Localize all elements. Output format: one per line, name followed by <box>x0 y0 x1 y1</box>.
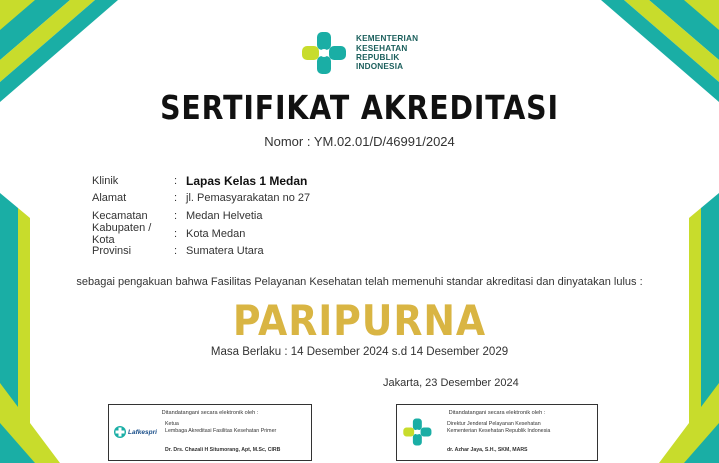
signature-role-line-2: Kementerian Kesehatan Republik Indonesia <box>447 427 551 434</box>
signature-box-kemenkes <box>396 404 598 461</box>
validity-period: Masa Berlaku : 14 Desember 2024 s.d 14 Desember 2029 <box>210 346 509 358</box>
facility-details <box>92 172 310 260</box>
detail-colon: : <box>174 245 178 258</box>
detail-label: Alamat <box>92 192 127 205</box>
detail-colon: : <box>174 227 178 240</box>
detail-value: Sumatera Utara <box>186 245 264 258</box>
certificate-title: SERTIFIKAT AKREDITASI <box>160 88 559 127</box>
ministry-line-2: KESEHATAN <box>356 43 408 53</box>
ministry-logo <box>300 30 418 76</box>
detail-value: Kota Medan <box>186 227 246 240</box>
detail-label: Provinsi <box>92 245 132 258</box>
accreditation-statement: sebagai pengakuan bahwa Fasilitas Pelayanan Kesehatan telah memenuhi standar akreditasi dan dinyatakan lulus : <box>76 276 643 288</box>
detail-label: Klinik <box>92 174 119 187</box>
kemenkes-small-logo-icon <box>402 417 434 447</box>
signatory-name: dr. Azhar Jaya, S.H., SKM, MARS <box>447 447 528 453</box>
detail-row-klinik <box>92 172 310 190</box>
detail-label: Kabupaten / Kota <box>92 221 152 246</box>
detail-colon: : <box>174 174 178 187</box>
signature-role-line-1: Direktur Jenderal Pelayanan Kesehatan <box>447 421 541 427</box>
lafkespri-logo <box>113 425 157 439</box>
detail-colon: : <box>174 192 178 205</box>
signature-role-line-1: Ketua <box>165 421 179 427</box>
place-date: Jakarta, 23 Desember 2024 <box>383 377 519 389</box>
detail-value: jl. Pemasyarakatan no 27 <box>186 192 311 205</box>
accreditation-status: PARIPURNA <box>232 296 487 345</box>
signature-box-lafkespri <box>108 404 312 461</box>
detail-colon: : <box>174 209 178 222</box>
detail-row-kabupaten <box>92 221 310 246</box>
lafkespri-logo-icon <box>113 425 127 439</box>
signature-heading: Ditandatangani secara elektronik oleh : <box>448 410 546 416</box>
ministry-line-1: KEMENTERIAN <box>356 34 419 44</box>
detail-value: Medan Helvetia <box>186 209 263 222</box>
detail-value: Lapas Kelas 1 Medan <box>186 173 308 188</box>
ministry-line-3: REPUBLIK <box>356 53 400 62</box>
signature-role-line-2: Lembaga Akreditasi Fasilitas Kesehatan Primer <box>165 427 277 434</box>
detail-row-provinsi <box>92 242 310 260</box>
certificate-number: Nomor : YM.02.01/D/46991/2024 <box>264 134 455 149</box>
signature-role <box>447 421 550 434</box>
lafkespri-logo-text: Lafkespri <box>128 428 157 436</box>
detail-label: Kecamatan <box>92 209 148 222</box>
signature-heading: Ditandatangani secara elektronik oleh : <box>161 410 259 416</box>
signatory-name: Dr. Drs. Chazali H Situmorang, Apt, M.Sc, CIRB <box>165 447 281 453</box>
detail-row-alamat <box>92 190 310 208</box>
ministry-line-4: INDONESIA <box>356 62 404 72</box>
ministry-name <box>356 34 418 72</box>
kemenkes-logo-icon <box>300 30 350 76</box>
signature-role <box>165 421 276 434</box>
